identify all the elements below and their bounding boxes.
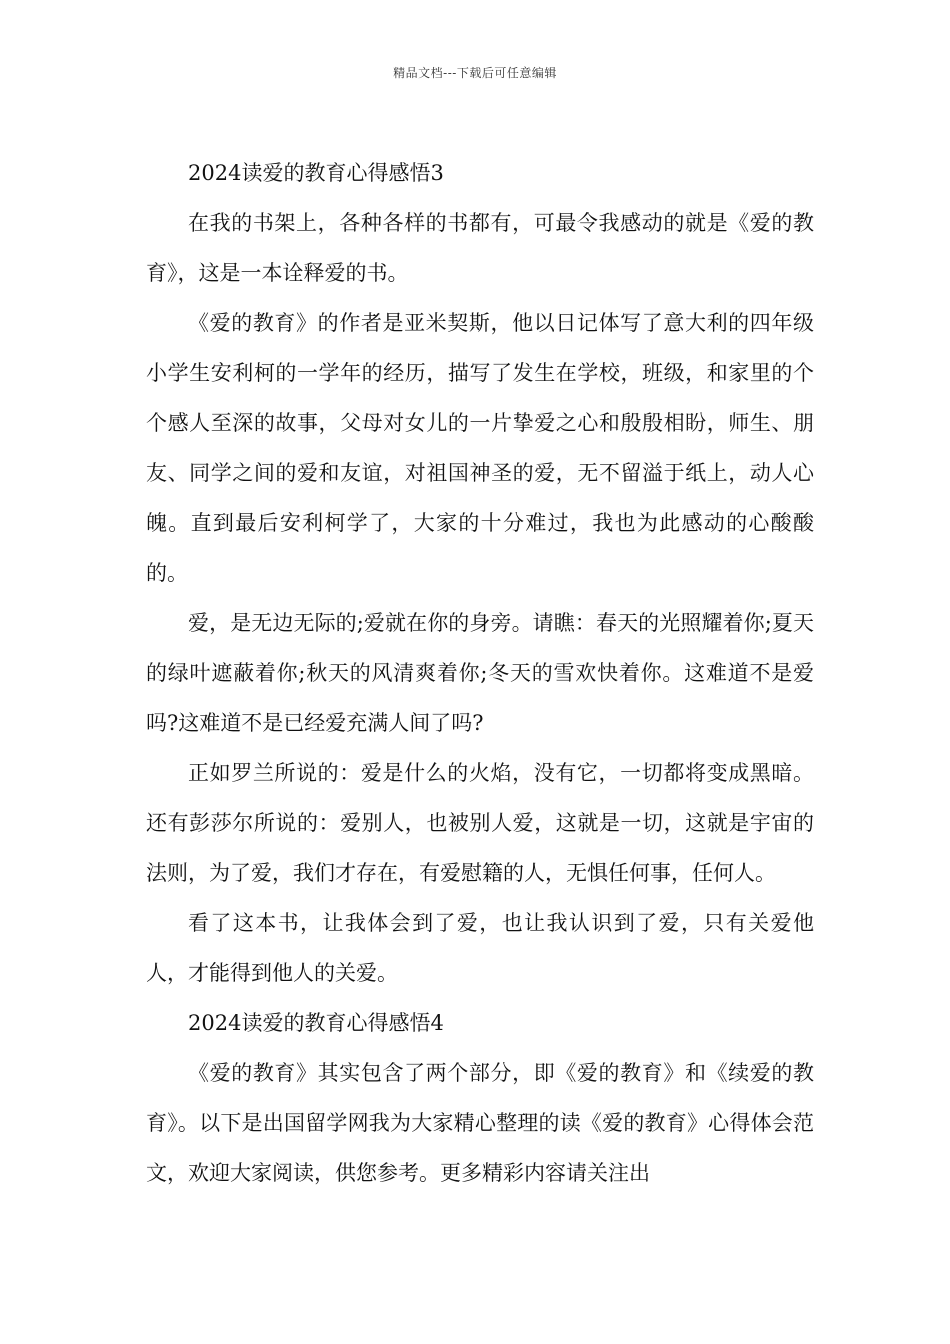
paragraph: 正如罗兰所说的：爱是什么的火焰，没有它，一切都将变成黑暗。还有彭莎尔所说的：爱别人，也被别人爱，这就是一切，这就是宇宙的法则，为了爱，我们才存在，有爱慰籍的人，无惧任何事，任何人。 — [146, 761, 814, 885]
paragraph: 在我的书架上，各种各样的书都有，可最令我感动的就是《爱的教育》，这是一本诠释爱的书。 — [146, 211, 814, 285]
paragraph: 《爱的教育》其实包含了两个部分，即《爱的教育》和《续爱的教育》。以下是出国留学网我为大家精心整理的读《爱的教育》心得体会范文，欢迎大家阅读，供您参考。更多精彩内容请关注出 — [146, 1061, 814, 1185]
page-header: 精品文档---下载后可任意编辑 — [393, 66, 557, 80]
section-heading-3: 2024读爱的教育心得感悟3 — [188, 161, 444, 185]
paragraph: 《爱的教育》的作者是亚米契斯，他以日记体写了意大利的四年级小学生安利柯的一学年的经历，描写了发生在学校，班级，和家里的个个感人至深的故事，父母对女儿的一片挚爱之心和殷殷相盼，师生、朋友、同学之间的爱和友谊，对祖国神圣的爱，无不留溢于纸上，动人心魄。直到最后安利柯学了，大家的十分难过，我也为此感动的心酸酸的。 — [146, 311, 814, 585]
section-heading-4: 2024读爱的教育心得感悟4 — [188, 1011, 444, 1035]
document-body — [146, 148, 814, 1198]
paragraph: 看了这本书，让我体会到了爱，也让我认识到了爱，只有关爱他人，才能得到他人的关爱。 — [146, 911, 814, 985]
paragraph: 爱，是无边无际的;爱就在你的身旁。请瞧：春天的光照耀着你;夏天的绿叶遮蔽着你;秋天的风清爽着你;冬天的雪欢快着你。这难道不是爱吗?这难道不是已经爱充满人间了吗? — [146, 611, 814, 735]
